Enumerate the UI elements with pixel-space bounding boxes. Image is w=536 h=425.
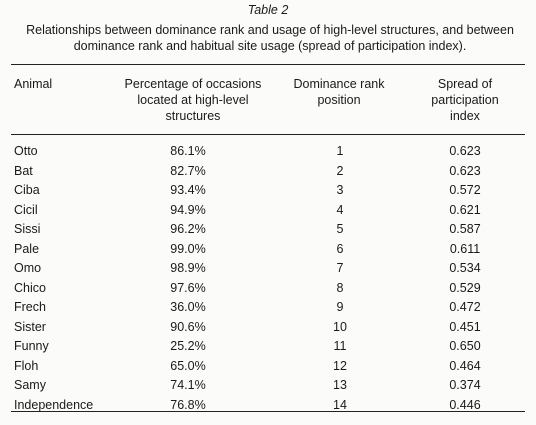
cell-animal: Ciba (14, 183, 40, 197)
table-row (0, 337, 536, 357)
cell-animal: Frech (14, 300, 46, 314)
table-label: Table 2 (247, 3, 289, 17)
table-row (0, 279, 536, 299)
cell-spread: 0.611 (449, 241, 481, 256)
table-row (0, 357, 536, 377)
table-row (0, 259, 536, 279)
cell-spread: 0.446 (449, 397, 481, 412)
cell-percentage: 97.6% (170, 280, 206, 295)
cell-animal: Floh (14, 358, 39, 373)
cell-rank: 6 (336, 241, 344, 256)
cell-spread: 0.374 (449, 378, 481, 392)
table-row (0, 162, 536, 182)
cell-percentage: 86.1% (170, 144, 206, 158)
cell-rank: 3 (336, 183, 344, 197)
cell-percentage: 25.2% (170, 339, 206, 353)
cell-rank: 7 (336, 261, 344, 275)
cell-animal: Cicil (14, 202, 38, 217)
cell-percentage: 76.8% (170, 397, 206, 412)
cell-animal: Funny (14, 339, 49, 353)
bottom-rule (11, 411, 525, 412)
cell-percentage: 65.0% (170, 358, 206, 373)
cell-percentage: 99.0% (170, 241, 206, 256)
cell-spread: 0.621 (449, 202, 481, 217)
cell-rank: 9 (336, 300, 344, 314)
cell-animal: Otto (14, 144, 38, 158)
header-animal (14, 76, 52, 92)
header-line: Percentage of occasions (124, 77, 262, 91)
header-rule (11, 134, 525, 135)
table-row (0, 240, 536, 260)
cell-animal: Bat (14, 163, 33, 178)
header-line: index (450, 109, 480, 123)
cell-percentage: 82.7% (170, 163, 206, 178)
cell-spread: 0.623 (449, 163, 481, 178)
cell-percentage: 90.6% (170, 319, 206, 334)
cell-spread: 0.623 (449, 144, 481, 158)
cell-spread: 0.534 (449, 261, 481, 275)
cell-spread: 0.529 (449, 280, 481, 295)
cell-rank: 11 (333, 339, 347, 353)
table-row (0, 142, 536, 162)
header-line: structures (165, 109, 221, 123)
cell-spread: 0.472 (449, 300, 481, 314)
cell-percentage: 94.9% (170, 202, 206, 217)
cell-rank: 12 (333, 358, 347, 373)
top-rule (11, 64, 525, 65)
header-animal-label: Animal (14, 77, 53, 91)
cell-animal: Chico (14, 280, 46, 295)
table-row (0, 396, 536, 416)
cell-rank: 10 (333, 319, 347, 334)
cell-rank: 13 (333, 378, 347, 392)
cell-spread: 0.587 (449, 222, 481, 236)
header-spread (420, 76, 510, 124)
cell-rank: 4 (336, 202, 344, 217)
table-row (0, 181, 536, 201)
header-line: Spread of (437, 77, 493, 91)
table-caption (10, 22, 530, 54)
cell-animal: Sissi (14, 222, 41, 236)
cell-percentage: 36.0% (170, 300, 206, 314)
table-row (0, 298, 536, 318)
header-rank (284, 76, 394, 108)
cell-rank: 2 (336, 163, 344, 178)
header-line: participation (431, 93, 499, 107)
cell-percentage: 98.9% (170, 261, 206, 275)
caption-line: dominance rank and habitual site usage (spread of participation index). (73, 39, 467, 53)
cell-rank: 8 (336, 280, 344, 295)
cell-percentage: 93.4% (170, 183, 206, 197)
cell-animal: Pale (14, 241, 40, 256)
header-percentage (118, 76, 268, 124)
table-row (0, 220, 536, 240)
cell-animal: Sister (14, 319, 46, 334)
cell-animal: Samy (14, 378, 46, 392)
table-row (0, 318, 536, 338)
cell-spread: 0.650 (449, 339, 481, 353)
cell-rank: 5 (336, 222, 344, 236)
cell-spread: 0.451 (449, 319, 481, 334)
cell-spread: 0.572 (449, 183, 481, 197)
header-line: located at high-level (137, 93, 249, 107)
cell-rank: 1 (336, 144, 344, 158)
cell-percentage: 96.2% (170, 222, 206, 236)
cell-rank: 14 (333, 397, 347, 412)
cell-percentage: 74.1% (170, 378, 206, 392)
header-line: position (317, 93, 361, 107)
header-line: Dominance rank (293, 77, 385, 91)
table-row (0, 376, 536, 396)
table-body (0, 142, 536, 415)
cell-animal: Independence (14, 397, 94, 412)
cell-animal: Omo (14, 261, 42, 275)
cell-spread: 0.464 (449, 358, 481, 373)
caption-line: Relationships between dominance rank and usage of high-level structures, and between (26, 23, 514, 37)
table-row (0, 201, 536, 221)
